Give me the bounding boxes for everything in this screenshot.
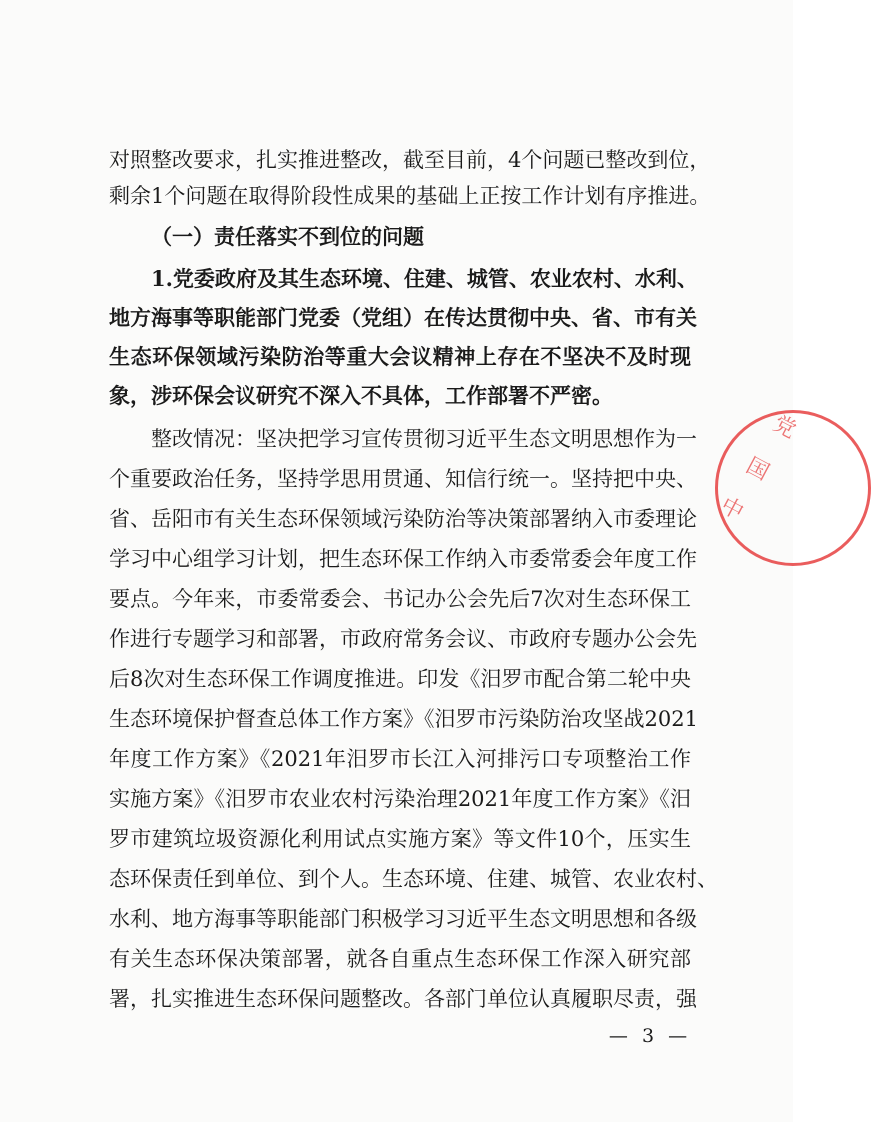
- seal-text: [705, 400, 881, 576]
- paragraph-line: 整改情况：坚决把学习宣传贯彻习近平生态文明思想作为一: [151, 427, 697, 451]
- issue-heading-line: 象，涉环保会议研究不深入不具体，工作部署不严密。: [109, 383, 613, 408]
- paragraph-line: 实施方案》《汨罗市农业农村污染治理2021年度工作方案》《汨: [109, 787, 691, 811]
- paragraph-line: 年度工作方案》《2021年汨罗市长江入河排污口专项整治工作: [109, 747, 691, 771]
- paragraph-line: 个重要政治任务，坚持学思用贯通、知信行统一。坚持把中央、: [109, 467, 697, 491]
- paragraph-line: 署，扎实推进生态环保问题整改。各部门单位认真履职尽责，强: [109, 987, 697, 1011]
- issue-heading-line: 1.党委政府及其生态环境、住建、城管、农业农村、水利、: [151, 266, 698, 291]
- paragraph-line: 生态环境保护督查总体工作方案》《汨罗市污染防治攻坚战2021: [109, 707, 698, 731]
- paragraph-line: 有关生态环保决策部署，就各自重点生态环保工作深入研究部: [109, 947, 691, 971]
- official-seal: [715, 410, 871, 566]
- paragraph-line: 作进行专题学习和部署，市政府常务会议、市政府专题办公会先: [109, 627, 697, 651]
- seal-character: 国: [741, 453, 774, 486]
- issue-heading-line: 生态环保领域污染防治等重大会议精神上存在不坚决不及时现: [109, 344, 691, 369]
- issue-heading-line: 地方海事等职能部门党委（党组）在传达贯彻中央、省、市有关: [109, 305, 697, 330]
- paragraph-line: 罗市建筑垃圾资源化利用试点实施方案》等文件10个，压实生: [109, 827, 691, 851]
- paragraph-line: 态环保责任到单位、到个人。生态环境、住建、城管、农业农村、: [109, 867, 718, 891]
- paragraph-line: 对照整改要求，扎实推进整改，截至目前，4个问题已整改到位，: [109, 148, 711, 172]
- section-heading: （一）责任落实不到位的问题: [151, 224, 424, 249]
- seal-character: 中: [716, 493, 748, 526]
- paragraph-line: 剩余1个问题在取得阶段性成果的基础上正按工作计划有序推进。: [109, 184, 711, 208]
- paragraph-line: 学习中心组学习计划，把生态环保工作纳入市委常委会年度工作: [109, 547, 697, 571]
- seal-character: 党: [768, 411, 801, 444]
- paragraph-line: 省、岳阳市有关生态环保领域污染防治等决策部署纳入市委理论: [109, 507, 697, 531]
- paragraph-line: 后8次对生态环保工作调度推进。印发《汨罗市配合第二轮中央: [109, 667, 691, 691]
- paragraph-line: 水利、地方海事等职能部门积极学习习近平生态文明思想和各级: [109, 907, 697, 931]
- paragraph-line: 要点。今年来，市委常委会、书记办公会先后7次对生态环保工: [109, 587, 691, 611]
- page-number: — 3 —: [608, 1025, 692, 1047]
